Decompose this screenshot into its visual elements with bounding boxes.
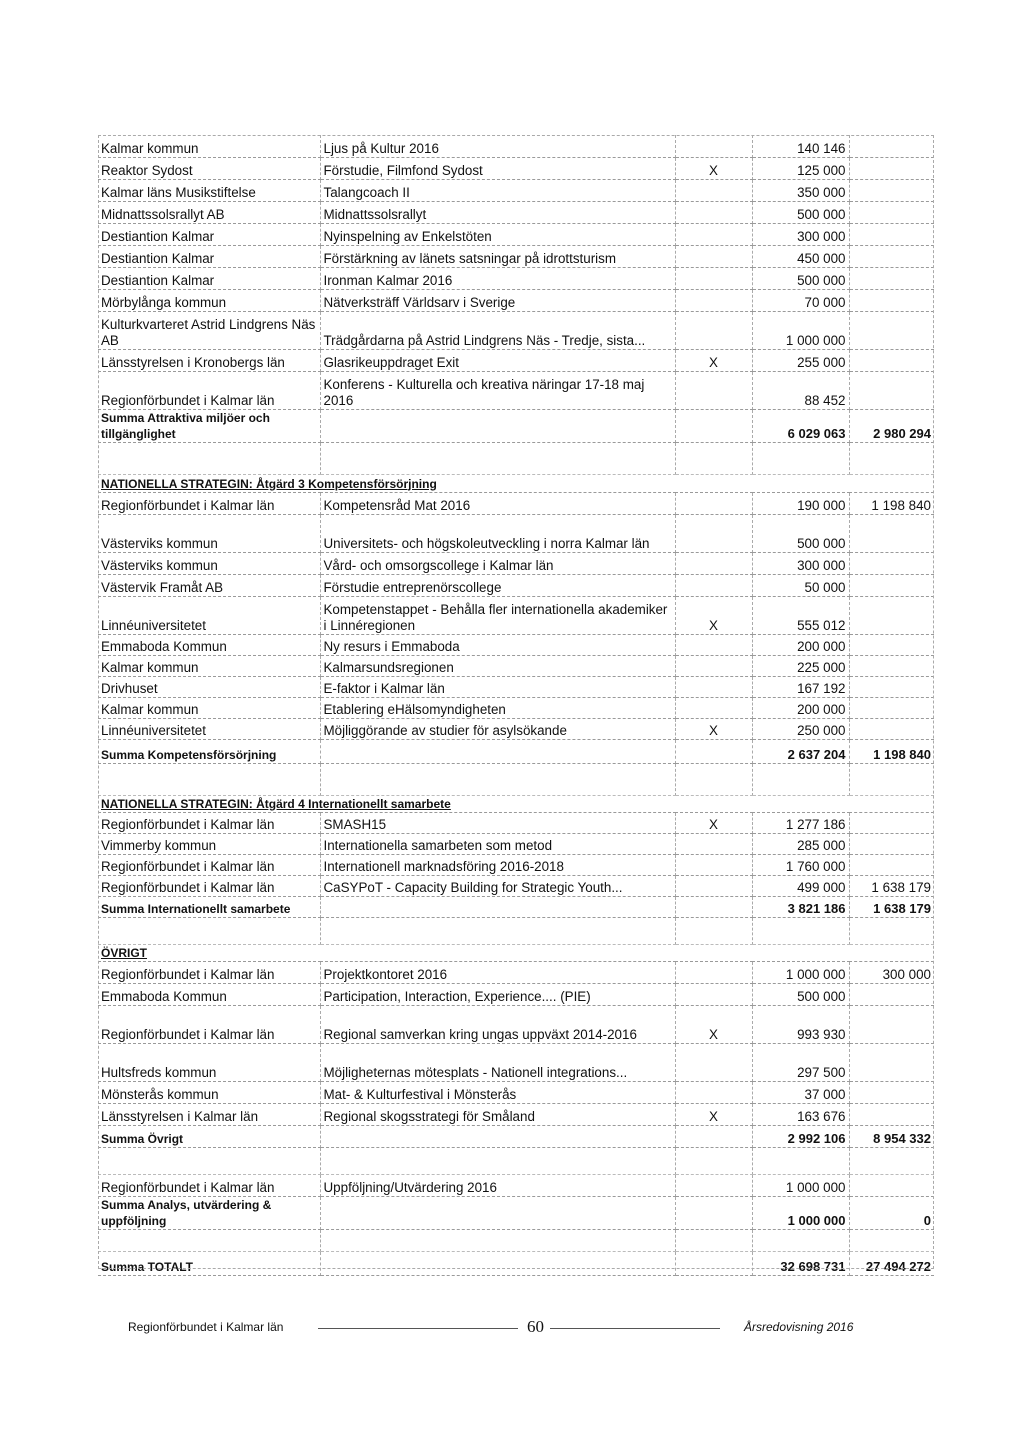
eu-flag-cell [675, 697, 752, 718]
table-row [98, 1005, 934, 1043]
table-row [98, 349, 934, 371]
total-cell: 1 198 840 [849, 739, 934, 763]
recipient-cell: Midnattssolsrallyt AB [98, 201, 320, 223]
total-cell [849, 371, 934, 409]
table-row [98, 311, 934, 349]
amount-cell: 350 000 [752, 179, 849, 201]
project-cell: Universitets- och högskoleutveckling i norra Kalmar län [320, 514, 675, 552]
project-cell: Projektkontoret 2016 [320, 961, 675, 983]
recipient-cell: Destiantion Kalmar [98, 245, 320, 267]
table-row [98, 634, 934, 655]
total-cell [849, 157, 934, 179]
eu-flag-cell [675, 1251, 752, 1275]
eu-flag-cell [675, 201, 752, 223]
spacer-row [98, 917, 934, 944]
project-cell: Ny resurs i Emmaboda [320, 634, 675, 655]
table-row [98, 875, 934, 896]
project-cell: Konferens - Kulturella och kreativa näringar 17-18 maj 2016 [320, 371, 675, 409]
section-heading-row [98, 795, 934, 812]
total-cell: 0 [849, 1196, 934, 1229]
section-heading: NATIONELLA STRATEGIN: Åtgärd 4 Internationellt samarbete [101, 796, 451, 811]
recipient-cell: Regionförbundet i Kalmar län [98, 812, 320, 833]
total-cell [849, 245, 934, 267]
project-cell: Vård- och omsorgscollege i Kalmar län [320, 552, 675, 574]
funding-table [98, 135, 934, 1276]
footer-organization: Regionförbundet i Kalmar län [128, 1320, 284, 1334]
total-cell: 300 000 [849, 961, 934, 983]
project-cell: Regional skogsstrategi för Småland [320, 1103, 675, 1125]
recipient-cell: Västerviks kommun [98, 514, 320, 552]
total-cell: 1 638 179 [849, 875, 934, 896]
total-cell [849, 135, 934, 157]
amount-cell [752, 442, 849, 474]
total-cell [849, 289, 934, 311]
total-cell [849, 1081, 934, 1103]
eu-flag-cell [675, 961, 752, 983]
project-cell: Kompetenstappet - Behålla fler internationella akademiker i Linnéregionen [320, 596, 675, 634]
table-row [98, 179, 934, 201]
amount-cell: 225 000 [752, 655, 849, 676]
amount-cell: 500 000 [752, 201, 849, 223]
amount-cell [752, 917, 849, 944]
total-cell [849, 1147, 934, 1174]
total-cell [849, 442, 934, 474]
eu-flag-cell [675, 267, 752, 289]
eu-flag-cell [675, 1125, 752, 1147]
amount-cell [752, 1229, 849, 1251]
footer-page-number: 60 [527, 1317, 544, 1336]
recipient-cell: Regionförbundet i Kalmar län [98, 854, 320, 875]
section-heading: NATIONELLA STRATEGIN: Åtgärd 3 Kompetensförsörjning [101, 476, 437, 491]
project-cell [320, 917, 675, 944]
amount-cell: 300 000 [752, 223, 849, 245]
eu-flag-cell [675, 1196, 752, 1229]
eu-flag-cell [675, 655, 752, 676]
recipient-cell [98, 795, 934, 812]
project-cell [320, 896, 675, 917]
summary-row [98, 1196, 934, 1229]
eu-flag-cell [675, 245, 752, 267]
table-row [98, 718, 934, 739]
project-cell [320, 1229, 675, 1251]
project-cell: CaSYPoT - Capacity Building for Strategic Youth... [320, 875, 675, 896]
recipient-cell: Drivhuset [98, 676, 320, 697]
table-row [98, 983, 934, 1005]
table-row [98, 854, 934, 875]
total-cell [849, 574, 934, 596]
project-cell: Etablering eHälsomyndigheten [320, 697, 675, 718]
eu-flag-cell [675, 634, 752, 655]
total-cell [849, 179, 934, 201]
summary-row [98, 739, 934, 763]
eu-flag-cell [675, 223, 752, 245]
table-row [98, 812, 934, 833]
eu-flag-cell [675, 514, 752, 552]
recipient-cell: Vimmerby kommun [98, 833, 320, 854]
amount-cell: 2 637 204 [752, 739, 849, 763]
amount-cell: 1 000 000 [752, 311, 849, 349]
eu-flag-cell [675, 574, 752, 596]
eu-flag-cell [675, 1081, 752, 1103]
eu-flag-cell [675, 854, 752, 875]
project-cell: Ironman Kalmar 2016 [320, 267, 675, 289]
total-cell [849, 812, 934, 833]
section-heading-row [98, 474, 934, 492]
section-heading: ÖVRIGT [101, 945, 148, 960]
project-cell: Mat- & Kulturfestival i Mönsterås [320, 1081, 675, 1103]
eu-flag-cell [675, 1043, 752, 1081]
amount-cell: 250 000 [752, 718, 849, 739]
amount-cell: 1 000 000 [752, 1174, 849, 1196]
amount-cell: 2 992 106 [752, 1125, 849, 1147]
total-cell: 27 494 272 [849, 1251, 934, 1275]
project-cell: Kompetensråd Mat 2016 [320, 492, 675, 514]
project-cell [320, 1251, 675, 1275]
spacer-row [98, 1147, 934, 1174]
project-cell: Midnattssolsrallyt [320, 201, 675, 223]
recipient-cell: Summa Övrigt [98, 1125, 320, 1147]
amount-cell: 125 000 [752, 157, 849, 179]
amount-cell: 1 277 186 [752, 812, 849, 833]
footer-rule-left [318, 1328, 518, 1329]
eu-flag-cell [675, 289, 752, 311]
recipient-cell [98, 763, 320, 795]
project-cell: Nätverksträff Världsarv i Sverige [320, 289, 675, 311]
recipient-cell: Regionförbundet i Kalmar län [98, 1005, 320, 1043]
table-row [98, 492, 934, 514]
eu-flag-cell [675, 492, 752, 514]
eu-flag-cell [675, 1229, 752, 1251]
amount-cell: 499 000 [752, 875, 849, 896]
total-cell: 1 198 840 [849, 492, 934, 514]
amount-cell [752, 1147, 849, 1174]
amount-cell: 1 000 000 [752, 961, 849, 983]
eu-flag-cell [675, 875, 752, 896]
table-row [98, 371, 934, 409]
project-cell [320, 739, 675, 763]
eu-flag-cell [675, 135, 752, 157]
total-cell [849, 697, 934, 718]
summary-row [98, 409, 934, 442]
recipient-cell: Länsstyrelsen i Kalmar län [98, 1103, 320, 1125]
amount-cell: 190 000 [752, 492, 849, 514]
section-heading-row [98, 944, 934, 961]
project-cell: Förstudie, Filmfond Sydost [320, 157, 675, 179]
table-row [98, 267, 934, 289]
total-cell [849, 349, 934, 371]
total-cell [849, 983, 934, 1005]
total-cell [849, 201, 934, 223]
eu-flag-cell: X [675, 718, 752, 739]
recipient-cell: Regionförbundet i Kalmar län [98, 492, 320, 514]
amount-cell: 1 760 000 [752, 854, 849, 875]
spacer-row [98, 1229, 934, 1251]
total-cell [849, 634, 934, 655]
total-cell [849, 763, 934, 795]
amount-cell: 37 000 [752, 1081, 849, 1103]
project-cell: Nyinspelning av Enkelstöten [320, 223, 675, 245]
eu-flag-cell [675, 917, 752, 944]
recipient-cell: Regionförbundet i Kalmar län [98, 371, 320, 409]
spacer-row [98, 763, 934, 795]
recipient-cell: Summa Attraktiva miljöer och tillgänglighet [98, 409, 320, 442]
total-cell [849, 833, 934, 854]
eu-flag-cell: X [675, 157, 752, 179]
table-row [98, 223, 934, 245]
recipient-cell: Hultsfreds kommun [98, 1043, 320, 1081]
total-cell [849, 655, 934, 676]
project-cell: Uppföljning/Utvärdering 2016 [320, 1174, 675, 1196]
eu-flag-cell [675, 442, 752, 474]
summary-row [98, 896, 934, 917]
table-row [98, 961, 934, 983]
amount-cell: 32 698 731 [752, 1251, 849, 1275]
eu-flag-cell: X [675, 596, 752, 634]
recipient-cell [98, 1229, 320, 1251]
project-cell [320, 442, 675, 474]
eu-flag-cell [675, 896, 752, 917]
eu-flag-cell [675, 371, 752, 409]
recipient-cell [98, 917, 320, 944]
footer-rule-right [550, 1328, 720, 1329]
total-cell [849, 223, 934, 245]
amount-cell: 297 500 [752, 1043, 849, 1081]
recipient-cell: Linnéuniversitetet [98, 718, 320, 739]
project-cell: Internationell marknadsföring 2016-2018 [320, 854, 675, 875]
total-cell [849, 1043, 934, 1081]
amount-cell: 3 821 186 [752, 896, 849, 917]
recipient-cell: Regionförbundet i Kalmar län [98, 1174, 320, 1196]
recipient-cell: Västerviks kommun [98, 552, 320, 574]
total-cell [849, 676, 934, 697]
recipient-cell [98, 1147, 320, 1174]
project-cell: Förstudie entreprenörscollege [320, 574, 675, 596]
amount-cell [752, 763, 849, 795]
total-cell: 1 638 179 [849, 896, 934, 917]
project-cell: Internationella samarbeten som metod [320, 833, 675, 854]
total-cell: 2 980 294 [849, 409, 934, 442]
total-cell [849, 1005, 934, 1043]
project-cell: Participation, Interaction, Experience.... (PIE) [320, 983, 675, 1005]
recipient-cell: Kalmar kommun [98, 655, 320, 676]
total-cell [849, 1103, 934, 1125]
recipient-cell: Emmaboda Kommun [98, 634, 320, 655]
total-cell: 8 954 332 [849, 1125, 934, 1147]
eu-flag-cell [675, 739, 752, 763]
project-cell: E-faktor i Kalmar län [320, 676, 675, 697]
recipient-cell: Kulturkvarteret Astrid Lindgrens Näs AB [98, 311, 320, 349]
summary-row [98, 1125, 934, 1147]
total-cell [849, 267, 934, 289]
eu-flag-cell: X [675, 1005, 752, 1043]
project-cell: Talangcoach II [320, 179, 675, 201]
eu-flag-cell [675, 983, 752, 1005]
recipient-cell: Summa Kompetensförsörjning [98, 739, 320, 763]
eu-flag-cell: X [675, 349, 752, 371]
project-cell [320, 1125, 675, 1147]
recipient-cell: Reaktor Sydost [98, 157, 320, 179]
recipient-cell [98, 442, 320, 474]
eu-flag-cell [675, 1147, 752, 1174]
amount-cell: 167 192 [752, 676, 849, 697]
table-row [98, 135, 934, 157]
amount-cell: 163 676 [752, 1103, 849, 1125]
project-cell: Glasrikeuppdraget Exit [320, 349, 675, 371]
recipient-cell: Summa Analys, utvärdering & uppföljning [98, 1196, 320, 1229]
recipient-cell: Västervik Framåt AB [98, 574, 320, 596]
amount-cell: 200 000 [752, 697, 849, 718]
eu-flag-cell: X [675, 1103, 752, 1125]
amount-cell: 200 000 [752, 634, 849, 655]
project-cell: Trädgårdarna på Astrid Lindgrens Näs - Tredje, sista... [320, 311, 675, 349]
project-cell: Ljus på Kultur 2016 [320, 135, 675, 157]
total-cell [849, 917, 934, 944]
amount-cell: 140 146 [752, 135, 849, 157]
recipient-cell: Destiantion Kalmar [98, 267, 320, 289]
amount-cell: 500 000 [752, 514, 849, 552]
amount-cell: 500 000 [752, 267, 849, 289]
recipient-cell: Mörbylånga kommun [98, 289, 320, 311]
recipient-cell: Kalmar kommun [98, 697, 320, 718]
project-cell: Möjliggörande av studier för asylsökande [320, 718, 675, 739]
amount-cell: 6 029 063 [752, 409, 849, 442]
spacer-row [98, 442, 934, 474]
amount-cell: 255 000 [752, 349, 849, 371]
recipient-cell: Emmaboda Kommun [98, 983, 320, 1005]
recipient-cell: Summa TOTALT [98, 1251, 320, 1275]
total-cell [849, 718, 934, 739]
amount-cell: 50 000 [752, 574, 849, 596]
amount-cell: 450 000 [752, 245, 849, 267]
table-row [98, 833, 934, 854]
eu-flag-cell [675, 833, 752, 854]
table-row [98, 697, 934, 718]
amount-cell: 285 000 [752, 833, 849, 854]
eu-flag-cell [675, 409, 752, 442]
recipient-cell: Kalmar läns Musikstiftelse [98, 179, 320, 201]
total-cell [849, 596, 934, 634]
project-cell: Förstärkning av länets satsningar på idrottsturism [320, 245, 675, 267]
project-cell: SMASH15 [320, 812, 675, 833]
table-row [98, 1043, 934, 1081]
table-row [98, 552, 934, 574]
recipient-cell: Länsstyrelsen i Kronobergs län [98, 349, 320, 371]
amount-cell: 555 012 [752, 596, 849, 634]
eu-flag-cell [675, 552, 752, 574]
project-cell [320, 1196, 675, 1229]
table-row [98, 655, 934, 676]
eu-flag-cell [675, 676, 752, 697]
amount-cell: 500 000 [752, 983, 849, 1005]
total-cell [849, 1229, 934, 1251]
amount-cell: 993 930 [752, 1005, 849, 1043]
recipient-cell: Mönsterås kommun [98, 1081, 320, 1103]
project-cell: Regional samverkan kring ungas uppväxt 2014-2016 [320, 1005, 675, 1043]
funding-table-body [98, 135, 934, 1275]
table-row [98, 514, 934, 552]
table-row [98, 201, 934, 223]
table-row [98, 676, 934, 697]
total-cell [849, 514, 934, 552]
table-row [98, 1174, 934, 1196]
project-cell [320, 1147, 675, 1174]
total-cell [849, 1174, 934, 1196]
eu-flag-cell: X [675, 812, 752, 833]
recipient-cell: Regionförbundet i Kalmar län [98, 961, 320, 983]
total-cell [849, 311, 934, 349]
recipient-cell: Linnéuniversitetet [98, 596, 320, 634]
recipient-cell: Summa Internationellt samarbete [98, 896, 320, 917]
eu-flag-cell [675, 1174, 752, 1196]
total-cell [849, 552, 934, 574]
table-row [98, 245, 934, 267]
summary-row [98, 1251, 934, 1275]
amount-cell: 88 452 [752, 371, 849, 409]
recipient-cell: Destiantion Kalmar [98, 223, 320, 245]
recipient-cell [98, 944, 934, 961]
recipient-cell [98, 474, 934, 492]
recipient-cell: Kalmar kommun [98, 135, 320, 157]
project-cell [320, 763, 675, 795]
page-footer [0, 1318, 1024, 1338]
table-row [98, 1081, 934, 1103]
amount-cell: 300 000 [752, 552, 849, 574]
project-cell: Kalmarsundsregionen [320, 655, 675, 676]
total-cell [849, 854, 934, 875]
amount-cell: 1 000 000 [752, 1196, 849, 1229]
eu-flag-cell [675, 763, 752, 795]
eu-flag-cell [675, 311, 752, 349]
table-row [98, 289, 934, 311]
table-row [98, 1103, 934, 1125]
amount-cell: 70 000 [752, 289, 849, 311]
table-row [98, 596, 934, 634]
project-cell: Möjligheternas mötesplats - Nationell integrations... [320, 1043, 675, 1081]
project-cell [320, 409, 675, 442]
recipient-cell: Regionförbundet i Kalmar län [98, 875, 320, 896]
footer-report-title: Årsredovisning 2016 [744, 1320, 854, 1334]
eu-flag-cell [675, 179, 752, 201]
table-row [98, 574, 934, 596]
table-row [98, 157, 934, 179]
